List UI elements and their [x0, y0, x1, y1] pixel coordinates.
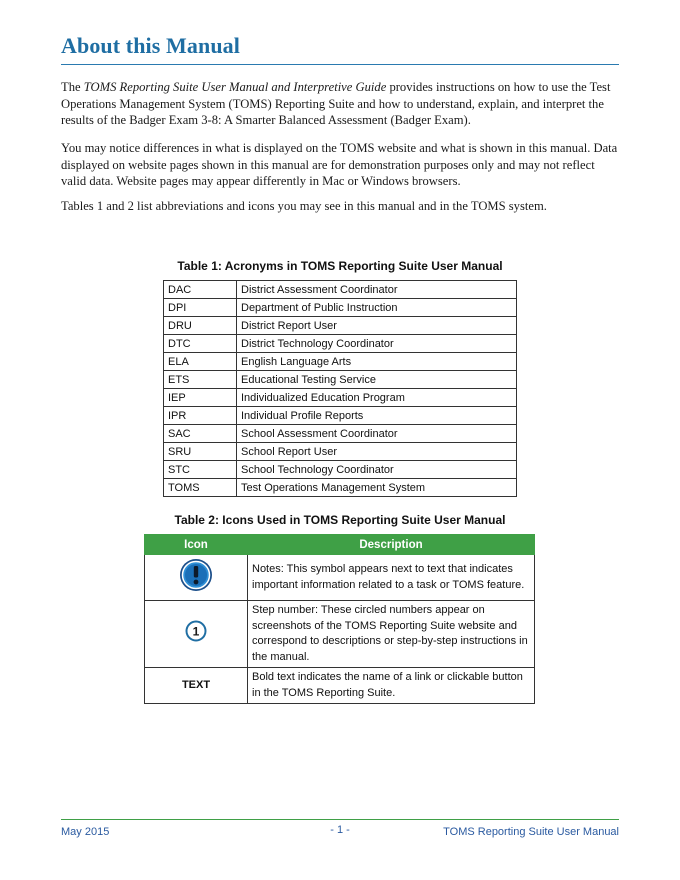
meaning-cell: English Language Arts	[237, 353, 517, 371]
bold-text-example: TEXT	[181, 678, 211, 691]
step-number-text: 1	[192, 624, 200, 639]
table-row	[164, 317, 517, 335]
meaning-cell: District Technology Coordinator	[237, 335, 517, 353]
acronym-cell: DTC	[164, 335, 237, 353]
icon-cell	[145, 555, 248, 601]
acronym-cell: SRU	[164, 443, 237, 461]
table-row	[164, 407, 517, 425]
meaning-cell: Department of Public Instruction	[237, 299, 517, 317]
tables-intro-paragraph: Tables 1 and 2 list abbreviations and icons you may see in this manual and in the TOMS system.	[61, 199, 547, 213]
icons-table	[144, 534, 535, 704]
description-cell: Bold text indicates the name of a link or clickable button in the TOMS Reporting Suite.	[248, 668, 535, 704]
description-cell: Notes: This symbol appears next to text that indicates important information related to a task or TOMS feature.	[248, 555, 535, 601]
footer-page-number: - 1 -	[330, 824, 350, 836]
table1-caption: Table 1: Acronyms in TOMS Reporting Suite User Manual	[177, 259, 503, 273]
meaning-cell: District Assessment Coordinator	[237, 281, 517, 299]
meaning-cell: Individualized Education Program	[237, 389, 517, 407]
table-row	[145, 668, 535, 704]
intro-rest: provides instructions on how to use the Test Operations Management System (TOMS) Reporting Suite and how to understand, explain, and interpret the results of the Badger Exam 3-8: A Smarter Balanced Assessment (Badger Exam).	[61, 80, 611, 127]
step-number-circle-icon	[185, 620, 207, 642]
table-row	[164, 371, 517, 389]
meaning-cell: School Report User	[237, 443, 517, 461]
footer-divider	[61, 819, 619, 820]
table-header-row	[145, 535, 535, 555]
footer-doc-title: TOMS Reporting Suite User Manual	[443, 826, 619, 838]
acronym-cell: DRU	[164, 317, 237, 335]
table-row	[164, 299, 517, 317]
exclamation-circle-icon	[179, 558, 213, 592]
table-row	[164, 281, 517, 299]
meaning-cell: District Report User	[237, 317, 517, 335]
meaning-cell: School Technology Coordinator	[237, 461, 517, 479]
manual-title-italic: TOMS Reporting Suite User Manual and Interpretive Guide	[83, 80, 387, 94]
description-cell: Step number: These circled numbers appear on screenshots of the TOMS Reporting Suite website and correspond to descriptions or step-by-step instructions in the manual.	[248, 601, 535, 668]
table-row	[164, 479, 517, 497]
acronym-cell: DAC	[164, 281, 237, 299]
intro-paragraph	[61, 79, 621, 129]
table-row	[164, 443, 517, 461]
acronym-cell: STC	[164, 461, 237, 479]
page-title: About this Manual	[61, 33, 240, 58]
table-row	[164, 425, 517, 443]
meaning-cell: Individual Profile Reports	[237, 407, 517, 425]
acronym-cell: IPR	[164, 407, 237, 425]
table-row	[164, 389, 517, 407]
header-icon: Icon	[145, 535, 248, 555]
icon-cell	[145, 601, 248, 668]
acronym-cell: ETS	[164, 371, 237, 389]
table-row	[164, 335, 517, 353]
acronym-cell: DPI	[164, 299, 237, 317]
acronym-cell: TOMS	[164, 479, 237, 497]
intro-prefix: The	[61, 80, 84, 94]
acronyms-table	[163, 280, 517, 497]
meaning-cell: Test Operations Management System	[237, 479, 517, 497]
table-row	[145, 601, 535, 668]
acronym-cell: ELA	[164, 353, 237, 371]
header-description: Description	[248, 535, 535, 555]
meaning-cell: School Assessment Coordinator	[237, 425, 517, 443]
table-row	[164, 461, 517, 479]
acronym-cell: SAC	[164, 425, 237, 443]
footer-date: May 2015	[61, 826, 110, 838]
meaning-cell: Educational Testing Service	[237, 371, 517, 389]
icon-cell	[145, 668, 248, 704]
title-divider	[61, 64, 619, 65]
table-row	[145, 555, 535, 601]
disclaimer-paragraph: You may notice differences in what is displayed on the TOMS website and what is shown in this manual. Data displayed on website pages shown in this manual are for demonstration purposes only and may not reflect valid data. Website pages may appear differently in Mac or Windows browsers.	[61, 141, 618, 188]
acronym-cell: IEP	[164, 389, 237, 407]
table2-caption: Table 2: Icons Used in TOMS Reporting Suite User Manual	[174, 513, 506, 527]
table-row	[164, 353, 517, 371]
